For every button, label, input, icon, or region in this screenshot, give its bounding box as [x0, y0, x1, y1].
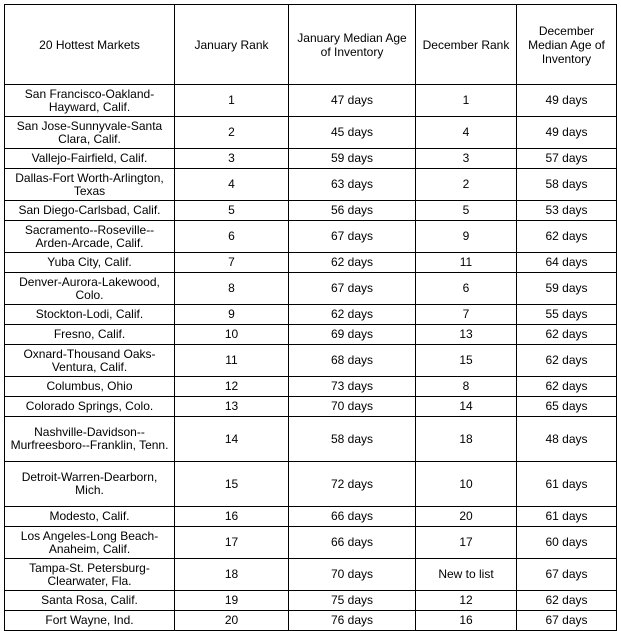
cell-december-rank: New to list	[416, 559, 517, 591]
table-row	[5, 527, 617, 559]
cell-january-rank: 20	[175, 611, 289, 631]
cell-january-median-age: 76 days	[289, 611, 416, 631]
cell-january-median-age: 66 days	[289, 507, 416, 527]
cell-january-median-age: 69 days	[289, 325, 416, 345]
cell-market: Los Angeles-Long Beach-Anaheim, Calif.	[5, 527, 175, 559]
cell-market: San Diego-Carlsbad, Calif.	[5, 201, 175, 221]
cell-december-median-age: 49 days	[517, 85, 617, 117]
cell-market: Stockton-Lodi, Calif.	[5, 305, 175, 325]
table-row	[5, 149, 617, 169]
cell-january-rank: 8	[175, 273, 289, 305]
table-row	[5, 377, 617, 397]
cell-december-rank: 16	[416, 611, 517, 631]
cell-december-median-age: 67 days	[517, 611, 617, 631]
cell-january-rank: 10	[175, 325, 289, 345]
cell-january-rank: 15	[175, 462, 289, 507]
cell-december-median-age: 62 days	[517, 591, 617, 611]
cell-december-rank: 17	[416, 527, 517, 559]
cell-december-rank: 15	[416, 345, 517, 377]
cell-january-rank: 7	[175, 253, 289, 273]
cell-market: Yuba City, Calif.	[5, 253, 175, 273]
cell-december-rank: 8	[416, 377, 517, 397]
cell-december-median-age: 60 days	[517, 527, 617, 559]
cell-december-rank: 13	[416, 325, 517, 345]
table-row	[5, 345, 617, 377]
cell-market: Fresno, Calif.	[5, 325, 175, 345]
cell-january-rank: 6	[175, 221, 289, 253]
cell-january-rank: 14	[175, 417, 289, 462]
cell-market: Denver-Aurora-Lakewood, Colo.	[5, 273, 175, 305]
table-row	[5, 221, 617, 253]
table-row	[5, 462, 617, 507]
cell-december-rank: 18	[416, 417, 517, 462]
cell-market: Oxnard-Thousand Oaks-Ventura, Calif.	[5, 345, 175, 377]
cell-january-rank: 16	[175, 507, 289, 527]
cell-december-rank: 14	[416, 397, 517, 417]
cell-december-median-age: 59 days	[517, 273, 617, 305]
cell-january-median-age: 70 days	[289, 559, 416, 591]
table-row	[5, 507, 617, 527]
cell-january-median-age: 59 days	[289, 149, 416, 169]
table-row	[5, 273, 617, 305]
header-january-rank: January Rank	[175, 5, 289, 85]
cell-december-median-age: 49 days	[517, 117, 617, 149]
table-row	[5, 201, 617, 221]
table-row	[5, 611, 617, 631]
cell-january-rank: 18	[175, 559, 289, 591]
cell-market: Detroit-Warren-Dearborn, Mich.	[5, 462, 175, 507]
cell-december-rank: 6	[416, 273, 517, 305]
table-row	[5, 169, 617, 201]
cell-december-rank: 10	[416, 462, 517, 507]
cell-market: Vallejo-Fairfield, Calif.	[5, 149, 175, 169]
cell-december-rank: 3	[416, 149, 517, 169]
cell-january-median-age: 70 days	[289, 397, 416, 417]
cell-december-rank: 2	[416, 169, 517, 201]
table-header	[5, 5, 617, 85]
cell-market: Santa Rosa, Calif.	[5, 591, 175, 611]
cell-january-median-age: 67 days	[289, 221, 416, 253]
cell-market: Modesto, Calif.	[5, 507, 175, 527]
cell-december-median-age: 57 days	[517, 149, 617, 169]
table-row	[5, 559, 617, 591]
cell-december-median-age: 58 days	[517, 169, 617, 201]
cell-january-rank: 1	[175, 85, 289, 117]
cell-december-median-age: 61 days	[517, 462, 617, 507]
cell-january-rank: 3	[175, 149, 289, 169]
cell-market: San Francisco-Oakland-Hayward, Calif.	[5, 85, 175, 117]
cell-december-median-age: 48 days	[517, 417, 617, 462]
cell-december-median-age: 62 days	[517, 221, 617, 253]
cell-january-median-age: 45 days	[289, 117, 416, 149]
cell-january-median-age: 58 days	[289, 417, 416, 462]
cell-december-median-age: 55 days	[517, 305, 617, 325]
header-row	[5, 5, 617, 85]
header-december-rank: December Rank	[416, 5, 517, 85]
cell-december-rank: 7	[416, 305, 517, 325]
cell-market: Columbus, Ohio	[5, 377, 175, 397]
cell-december-rank: 11	[416, 253, 517, 273]
cell-december-median-age: 62 days	[517, 345, 617, 377]
table-row	[5, 253, 617, 273]
table-body	[5, 85, 617, 631]
cell-january-rank: 4	[175, 169, 289, 201]
cell-december-rank: 4	[416, 117, 517, 149]
header-december-median-age: December Median Age of Inventory	[517, 5, 617, 85]
cell-january-median-age: 56 days	[289, 201, 416, 221]
cell-market: San Jose-Sunnyvale-Santa Clara, Calif.	[5, 117, 175, 149]
cell-december-median-age: 62 days	[517, 377, 617, 397]
cell-december-median-age: 53 days	[517, 201, 617, 221]
cell-market: Tampa-St. Petersburg-Clearwater, Fla.	[5, 559, 175, 591]
cell-market: Colorado Springs, Colo.	[5, 397, 175, 417]
table-row	[5, 305, 617, 325]
table-row	[5, 591, 617, 611]
cell-december-rank: 1	[416, 85, 517, 117]
cell-january-median-age: 62 days	[289, 253, 416, 273]
cell-december-rank: 5	[416, 201, 517, 221]
table-row	[5, 85, 617, 117]
cell-january-rank: 19	[175, 591, 289, 611]
cell-december-rank: 12	[416, 591, 517, 611]
table-row	[5, 397, 617, 417]
cell-december-median-age: 61 days	[517, 507, 617, 527]
hottest-markets-table	[4, 4, 617, 631]
cell-december-median-age: 65 days	[517, 397, 617, 417]
cell-january-rank: 13	[175, 397, 289, 417]
cell-market: Dallas-Fort Worth-Arlington, Texas	[5, 169, 175, 201]
cell-january-median-age: 68 days	[289, 345, 416, 377]
header-market: 20 Hottest Markets	[5, 5, 175, 85]
cell-january-rank: 11	[175, 345, 289, 377]
header-january-median-age: January Median Age of Inventory	[289, 5, 416, 85]
cell-january-median-age: 75 days	[289, 591, 416, 611]
cell-january-median-age: 63 days	[289, 169, 416, 201]
cell-january-rank: 2	[175, 117, 289, 149]
table-row	[5, 417, 617, 462]
cell-december-median-age: 67 days	[517, 559, 617, 591]
cell-market: Fort Wayne, Ind.	[5, 611, 175, 631]
cell-january-median-age: 66 days	[289, 527, 416, 559]
cell-january-median-age: 47 days	[289, 85, 416, 117]
table-row	[5, 117, 617, 149]
table-row	[5, 325, 617, 345]
cell-january-median-age: 67 days	[289, 273, 416, 305]
cell-december-rank: 9	[416, 221, 517, 253]
cell-market: Sacramento--Roseville--Arden-Arcade, Calif.	[5, 221, 175, 253]
cell-january-median-age: 72 days	[289, 462, 416, 507]
cell-january-median-age: 62 days	[289, 305, 416, 325]
cell-january-rank: 9	[175, 305, 289, 325]
cell-january-rank: 17	[175, 527, 289, 559]
cell-december-median-age: 64 days	[517, 253, 617, 273]
cell-january-rank: 12	[175, 377, 289, 397]
cell-market: Nashville-Davidson--Murfreesboro--Franklin, Tenn.	[5, 417, 175, 462]
cell-january-rank: 5	[175, 201, 289, 221]
cell-december-median-age: 62 days	[517, 325, 617, 345]
cell-december-rank: 20	[416, 507, 517, 527]
cell-january-median-age: 73 days	[289, 377, 416, 397]
